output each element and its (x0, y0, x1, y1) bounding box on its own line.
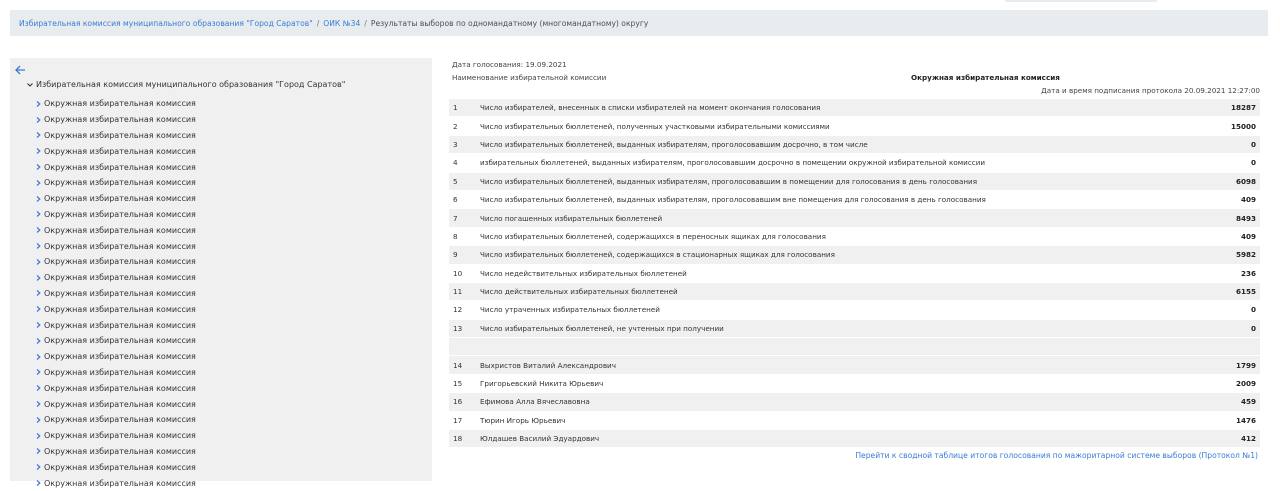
tree-item[interactable] (35, 428, 196, 444)
row-label: Выхристов Виталий Александрович (477, 356, 1196, 374)
table-row (449, 209, 1260, 227)
row-number: 4 (449, 154, 477, 172)
chevron-right-icon (35, 353, 42, 361)
table-row (449, 374, 1260, 392)
tree-root-label: Избирательная комиссия муниципального образования "Город Саратов" (36, 80, 346, 89)
row-number: 8 (449, 227, 477, 245)
row-label: Число избирательных бюллетеней, полученных участковыми избирательными комиссиями (477, 117, 1196, 135)
row-value: 8493 (1196, 209, 1260, 227)
tree-item-label: Окружная избирательная комиссия (44, 383, 196, 393)
tree-item[interactable] (35, 301, 196, 317)
tree-item-label: Окружная избирательная комиссия (44, 130, 196, 140)
row-number: 11 (449, 282, 477, 300)
row-number: 16 (449, 393, 477, 411)
table-row (449, 282, 1260, 300)
chevron-down-icon (26, 81, 34, 89)
tree-item[interactable] (35, 412, 196, 428)
row-label: Число избирательных бюллетеней, содержащихся в стационарных ящиках для голосования (477, 246, 1196, 264)
row-value: 6155 (1196, 282, 1260, 300)
chevron-right-icon (35, 432, 42, 440)
tree-item[interactable] (35, 270, 196, 286)
row-label: Число действительных избирательных бюллетеней (477, 282, 1196, 300)
row-value: 459 (1196, 393, 1260, 411)
row-label: Число избирательных бюллетеней, выданных избирателям, проголосовавшим вне помещения для голосования в день голосования (477, 190, 1196, 208)
row-label: Число утраченных избирательных бюллетеней (477, 301, 1196, 319)
protocol-signed (1041, 86, 1260, 95)
tree-item[interactable] (35, 286, 196, 302)
tree-item-label: Окружная избирательная комиссия (44, 288, 196, 298)
voting-date-value: 19.09.2021 (525, 60, 567, 69)
voting-date (452, 60, 567, 69)
row-number: 15 (449, 374, 477, 392)
row-value: 6098 (1196, 172, 1260, 190)
row-value: 0 (1196, 319, 1260, 337)
tree-item[interactable] (35, 112, 196, 128)
table-row (449, 356, 1260, 374)
row-number: 3 (449, 135, 477, 153)
row-label: Число избирательных бюллетеней, выданных избирателям, проголосовавшим досрочно, в том числе (477, 135, 1196, 153)
chevron-right-icon (35, 305, 42, 313)
row-value: 15000 (1196, 117, 1260, 135)
chevron-right-icon (35, 210, 42, 218)
row-label: Число погашенных избирательных бюллетеней (477, 209, 1196, 227)
chevron-right-icon (35, 337, 42, 345)
row-number: 13 (449, 319, 477, 337)
table-row (449, 430, 1260, 448)
chevron-right-icon (35, 258, 42, 266)
summary-table-link[interactable]: Перейти к сводной таблице итогов голосования по мажоритарной системе выборов (Протокол №1) (855, 451, 1258, 460)
chevron-right-icon (35, 447, 42, 455)
tree-item[interactable] (35, 222, 196, 238)
tree-item-label: Окружная избирательная комиссия (44, 162, 196, 172)
chevron-right-icon (35, 274, 42, 282)
row-label: Число недействительных избирательных бюллетеней (477, 264, 1196, 282)
row-number: 14 (449, 356, 477, 374)
table-row (449, 264, 1260, 282)
tree-item-label: Окружная избирательная комиссия (44, 320, 196, 330)
commission-name-label: Наименование избирательной комиссии (452, 73, 607, 82)
row-value: 18287 (1196, 99, 1260, 117)
row-value: 0 (1196, 154, 1260, 172)
protocol-signed-label: Дата и время подписания протокола (1041, 86, 1182, 95)
row-label: Ефимова Алла Вячеславовна (477, 393, 1196, 411)
row-label: Число избирательных бюллетеней, содержащихся в переносных ящиках для голосования (477, 227, 1196, 245)
chevron-right-icon (35, 416, 42, 424)
row-number: 17 (449, 411, 477, 429)
tree-item[interactable] (35, 396, 196, 412)
tree-item-label: Окружная избирательная комиссия (44, 336, 196, 346)
row-label: Тюрин Игорь Юрьевич (477, 411, 1196, 429)
tree-item-label: Окружная избирательная комиссия (44, 99, 196, 109)
tree-item-label: Окружная избирательная комиссия (44, 352, 196, 362)
tree-item[interactable] (35, 380, 196, 396)
row-number: 12 (449, 301, 477, 319)
tree-item[interactable] (35, 159, 196, 175)
row-label: Число избирательных бюллетеней, не учтенных при получении (477, 319, 1196, 337)
row-value: 1476 (1196, 411, 1260, 429)
table-spacer-row (449, 338, 1260, 356)
row-number: 18 (449, 430, 477, 448)
tree-item[interactable] (35, 254, 196, 270)
row-label: Число избирателей, внесенных в списки избирателей на момент окончания голосования (477, 99, 1196, 117)
tree-item[interactable] (35, 365, 196, 381)
chevron-right-icon (35, 100, 42, 108)
table-row (449, 411, 1260, 429)
table-row (449, 117, 1260, 135)
table-row (449, 246, 1260, 264)
chevron-right-icon (35, 242, 42, 250)
row-number: 10 (449, 264, 477, 282)
row-number: 6 (449, 190, 477, 208)
commission-tree-sidebar (10, 58, 432, 488)
tree-item-label: Окружная избирательная комиссия (44, 367, 196, 377)
chevron-right-icon (35, 163, 42, 171)
row-number: 9 (449, 246, 477, 264)
tree-item[interactable] (35, 317, 196, 333)
row-label: избирательных бюллетеней, выданных избирателям, проголосовавшим досрочно в помещении окружной избирательной комиссии (477, 154, 1196, 172)
chevron-right-icon (35, 195, 42, 203)
table-row (449, 135, 1260, 153)
chevron-right-icon (35, 226, 42, 234)
tree-item[interactable] (35, 475, 196, 491)
tree-root-node[interactable] (26, 80, 345, 89)
breadcrumb (10, 10, 1268, 36)
row-value: 1799 (1196, 356, 1260, 374)
tree-item[interactable] (35, 128, 196, 144)
tree-children (35, 96, 196, 491)
tree-item[interactable] (35, 349, 196, 365)
chevron-right-icon (35, 147, 42, 155)
chevron-right-icon (35, 400, 42, 408)
tree-item-label: Окружная избирательная комиссия (44, 478, 196, 488)
tree-item-label: Окружная избирательная комиссия (44, 146, 196, 156)
row-label: Юлдашев Василий Эдуардович (477, 430, 1196, 448)
row-number: 7 (449, 209, 477, 227)
breadcrumb-separator: / (364, 18, 367, 28)
tree-item[interactable] (35, 459, 196, 475)
tree-item-label: Окружная избирательная комиссия (44, 241, 196, 251)
table-row (449, 172, 1260, 190)
row-value: 409 (1196, 227, 1260, 245)
protocol-signed-value: 20.09.2021 12:27:00 (1184, 86, 1260, 95)
tree-item[interactable] (35, 444, 196, 460)
chevron-right-icon (35, 116, 42, 124)
chevron-right-icon (35, 321, 42, 329)
tree-item[interactable] (35, 238, 196, 254)
row-value: 5982 (1196, 246, 1260, 264)
tree-item[interactable] (35, 207, 196, 223)
voting-date-label: Дата голосования: (452, 60, 524, 69)
breadcrumb-separator: / (316, 18, 320, 28)
tree-item-label: Окружная избирательная комиссия (44, 415, 196, 425)
tree-item-label: Окружная избирательная комиссия (44, 194, 196, 204)
commission-name-value: Окружная избирательная комиссия (911, 73, 1060, 82)
chevron-right-icon (35, 384, 42, 392)
tree-item[interactable] (35, 143, 196, 159)
tree-item-label: Окружная избирательная комиссия (44, 399, 196, 409)
top-search-stub (1005, 0, 1157, 2)
tree-item[interactable] (35, 333, 196, 349)
table-row (449, 190, 1260, 208)
row-number: 1 (449, 99, 477, 117)
row-value: 236 (1196, 264, 1260, 282)
tree-item-label: Окружная избирательная комиссия (44, 446, 196, 456)
row-value: 2009 (1196, 374, 1260, 392)
chevron-right-icon (35, 179, 42, 187)
row-value: 412 (1196, 430, 1260, 448)
tree-item-label: Окружная избирательная комиссия (44, 257, 196, 267)
table-row (449, 319, 1260, 337)
table-row (449, 301, 1260, 319)
table-row (449, 393, 1260, 411)
tree-item-label: Окружная избирательная комиссия (44, 273, 196, 283)
row-label: Григорьевский Никита Юрьевич (477, 374, 1196, 392)
tree-item-label: Окружная избирательная комиссия (44, 431, 196, 441)
breadcrumb-link-oik[interactable]: ОИК №34 (323, 18, 361, 28)
tree-item-label: Окружная избирательная комиссия (44, 225, 196, 235)
breadcrumb-current: Результаты выборов по одномандатному (многомандатному) округу (370, 18, 649, 28)
table-row (449, 227, 1260, 245)
tree-item-label: Окружная избирательная комиссия (44, 115, 196, 125)
row-value: 409 (1196, 190, 1260, 208)
chevron-right-icon (35, 479, 42, 487)
tree-item[interactable] (35, 191, 196, 207)
breadcrumb-link-city-commission[interactable]: Избирательная комиссия муниципального образования "Город Саратов" (19, 18, 313, 28)
chevron-right-icon (35, 368, 42, 376)
tree-item[interactable] (35, 96, 196, 112)
tree-item-label: Окружная избирательная комиссия (44, 209, 196, 219)
table-row (449, 154, 1260, 172)
tree-item[interactable] (35, 175, 196, 191)
row-value: 0 (1196, 135, 1260, 153)
row-number: 5 (449, 172, 477, 190)
row-label: Число избирательных бюллетеней, выданных избирателям, проголосовавшим в помещении для голосования в день голосования (477, 172, 1196, 190)
tree-item-label: Окружная избирательная комиссия (44, 462, 196, 472)
row-number: 2 (449, 117, 477, 135)
tree-item-label: Окружная избирательная комиссия (44, 178, 196, 188)
chevron-right-icon (35, 289, 42, 297)
chevron-right-icon (35, 131, 42, 139)
table-row (449, 99, 1260, 117)
tree-item-label: Окружная избирательная комиссия (44, 304, 196, 314)
arrow-left-icon[interactable] (13, 63, 27, 77)
results-table (449, 99, 1260, 448)
chevron-right-icon (35, 463, 42, 471)
row-value: 0 (1196, 301, 1260, 319)
